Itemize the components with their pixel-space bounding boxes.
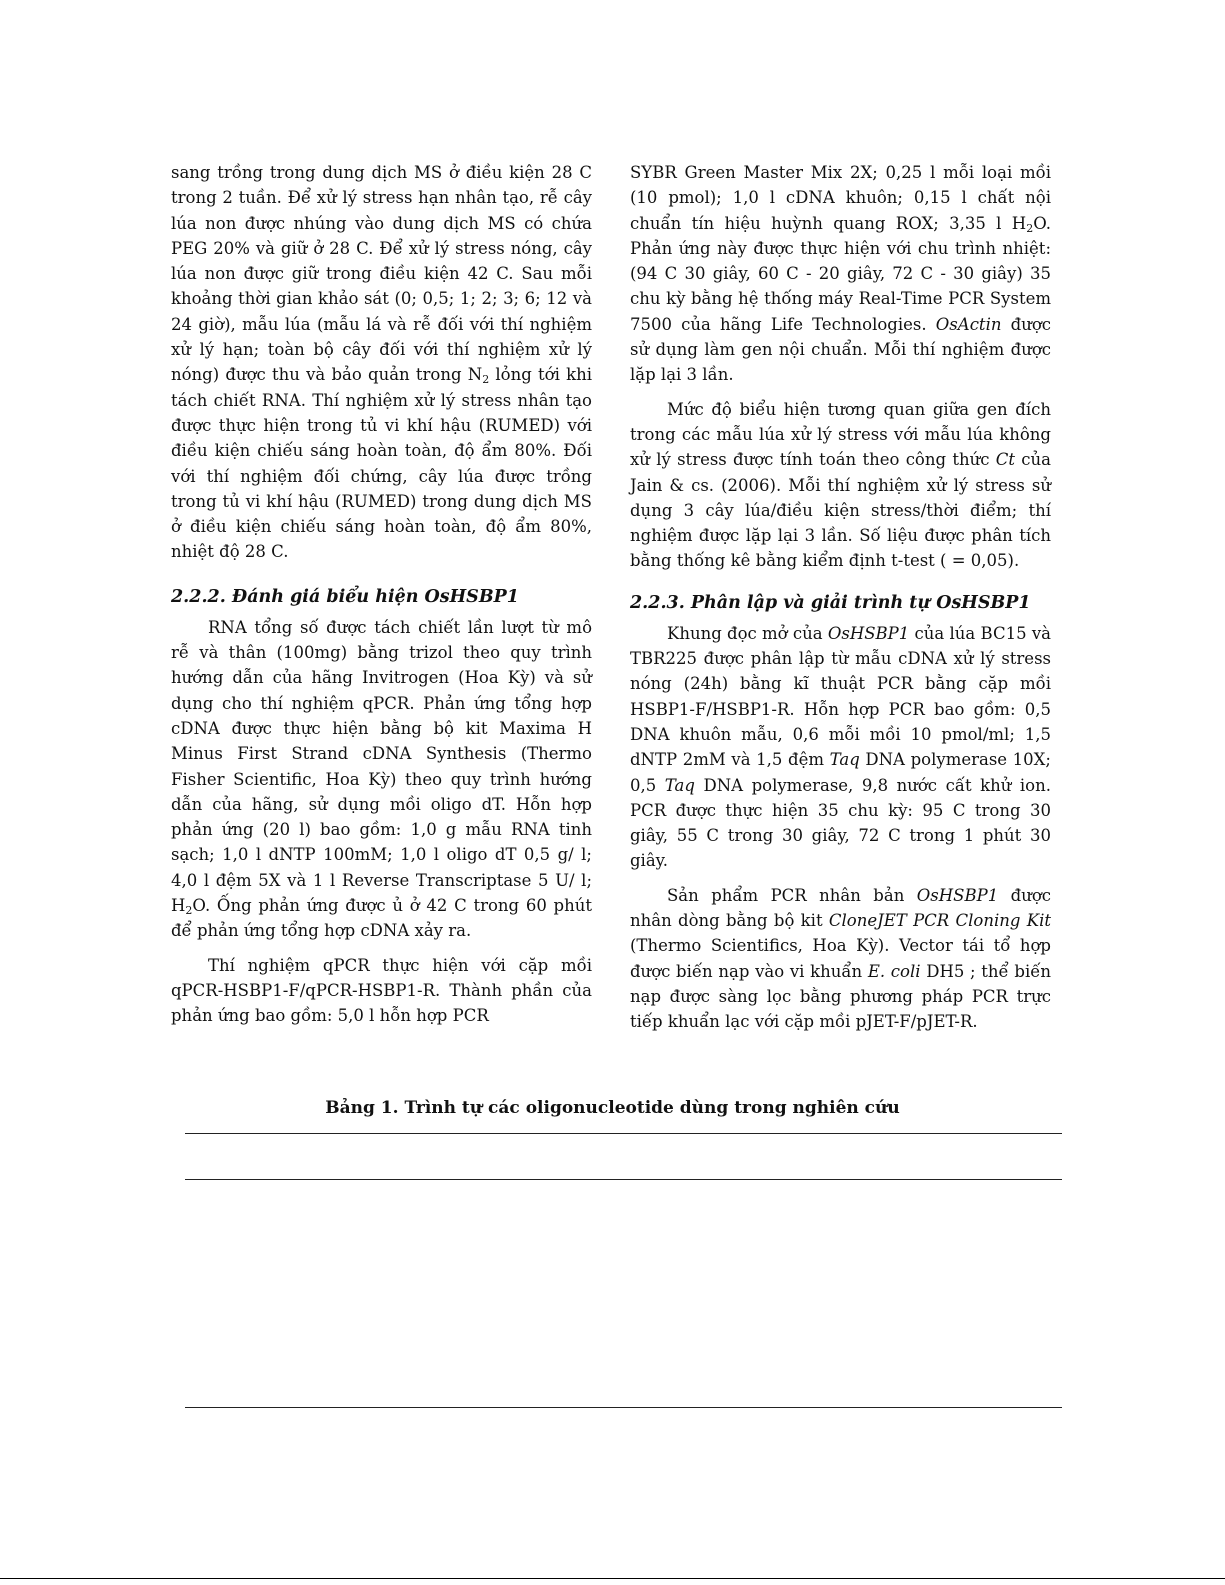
right-paragraph-4: Sản phẩm PCR nhân bản OsHSBP1 được nhân dòng bằng bộ kit CloneJET PCR Cloning Kit (Thermo Scientifics, Hoa Kỳ). Vector tái tổ hợp được biến nạp vào vi khuẩn E. coli DH5 ; thể biến nạp được sàng lọc bằng phương pháp PCR trực tiếp khuẩn lạc với cặp mồi pJET-F/pJET-R.	[630, 885, 1052, 1032]
table-top-rule	[185, 1133, 1062, 1134]
right-paragraph-2: Mức độ biểu hiện tương quan giữa gen đích trong các mẫu lúa xử lý stress với mẫu lúa không xử lý stress được tính toán theo công thức Ct của Jain & cs. (2006). Mỗi thí nghiệm xử lý stress sử dụng 3 cây lúa/điều kiện stress/thời điểm; thí nghiệm được lặp lại 3 lần. Số liệu được phân tích bằng thống kê bằng kiểm định t-test ( = 0,05).	[630, 399, 1052, 571]
right-paragraph-3: Khung đọc mở của OsHSBP1 của lúa BC15 và TBR225 được phân lập từ mẫu cDNA xử lý stress nóng (24h) bằng kĩ thuật PCR bằng cặp mồi HSBP1-F/HSBP1-R. Hỗn hợp PCR bao gồm: 0,5 DNA khuôn mẫu, 0,6 mỗi mồi 10 pmol/ml; 1,5 dNTP 2mM và 1,5 đệm Taq DNA polymerase 10X; 0,5 Taq DNA polymerase, 9,8 nước cất khử ion. PCR được thực hiện 35 chu kỳ: 95 C trong 30 giây, 55 C trong 30 giây, 72 C trong 1 phút 30 giây.	[630, 623, 1051, 871]
left-paragraph-2: RNA tổng số được tách chiết lần lượt từ mô rễ và thân (100mg) bằng trizol theo quy trình hướng dẫn của hãng Invitrogen (Hoa Kỳ) và sử dụng cho thí nghiệm qPCR. Phản ứng tổng hợp cDNA được thực hiện bằng bộ kit Maxima H Minus First Strand cDNA Synthesis (Thermo Fisher Scientific, Hoa Kỳ) theo quy trình hướng dẫn của hãng, sử dụng mồi oligo dT. Hỗn hợp phản ứng (20 l) bao gồm: 1,0 g mẫu RNA tinh sạch; 1,0 l dNTP 100mM; 1,0 l oligo dT 0,5 g/ l; 4,0 l đệm 5X và 1 l Reverse Transcriptase 5 U/ l; $H_2O$. Ống phản ứng được ủ ở 42 C trong 60 phút để phản ứng tổng hợp cDNA xảy ra.	[171, 617, 592, 941]
table-header-rule	[185, 1179, 1062, 1180]
table-caption: Bảng 1. Trình tự các oligonucleotide dùng trong nghiên cứu	[325, 1098, 900, 1118]
section-heading-2-2-3: 2.2.3. Phân lập và giải trình tự OsHSBP1	[630, 592, 1031, 613]
left-paragraph-3: Thí nghiệm qPCR thực hiện với cặp mồi qPCR-HSBP1-F/qPCR-HSBP1-R. Thành phần của phản ứng bao gồm: 5,0 l hỗn hợp PCR	[171, 955, 592, 1026]
page-bottom-rule	[0, 1578, 1225, 1579]
table-bottom-rule	[185, 1407, 1062, 1408]
section-heading-2-2-2: 2.2.2. Đánh giá biểu hiện OsHSBP1	[171, 586, 519, 607]
left-column	[171, 160, 592, 1029]
right-paragraph-1: SYBR Green Master Mix 2X; 0,25 l mỗi loại mồi (10 pmol); 1,0 l cDNA khuôn; 0,15 l chất nội chuẩn tín hiệu huỳnh quang ROX; 3,35 l $H_2O$. Phản ứng này được thực hiện với chu trình nhiệt: (94 C 30 giây, 60 C - 20 giây, 72 C - 30 giây) 35 chu kỳ bằng hệ thống máy Real-Time PCR System 7500 của hãng Life Technologies. OsActin được sử dụng làm gen nội chuẩn. Mỗi thí nghiệm được lặp lại 3 lần.	[630, 163, 1052, 385]
right-column	[630, 160, 1051, 1035]
left-paragraph-1: sang trồng trong dung dịch MS ở điều kiện 28 C trong 2 tuần. Để xử lý stress hạn nhân tạo, rễ cây lúa non được nhúng vào dung dịch MS có chứa PEG 20% và giữ ở 28 C. Để xử lý stress nóng, cây lúa non được giữ trong điều kiện 42 C. Sau mỗi khoảng thời gian khảo sát (0; 0,5; 1; 2; 3; 6; 12 và 24 giờ), mẫu lúa (mẫu lá và rễ đối với thí nghiệm xử lý hạn; toàn bộ cây đối với thí nghiệm xử lý nóng) được thu và bảo quản trong $N_2$ lỏng tới khi tách chiết RNA. Thí nghiệm xử lý stress nhân tạo được thực hiện trong tủ vi khí hậu (RUMED) với điều kiện chiếu sáng hoàn toàn, độ ẩm 80%. Đối với thí nghiệm đối chứng, cây lúa được trồng trong tủ vi khí hậu (RUMED) trong dung dịch MS ở điều kiện chiếu sáng hoàn toàn, độ ẩm 80%, nhiệt độ 28 C.	[171, 163, 592, 562]
